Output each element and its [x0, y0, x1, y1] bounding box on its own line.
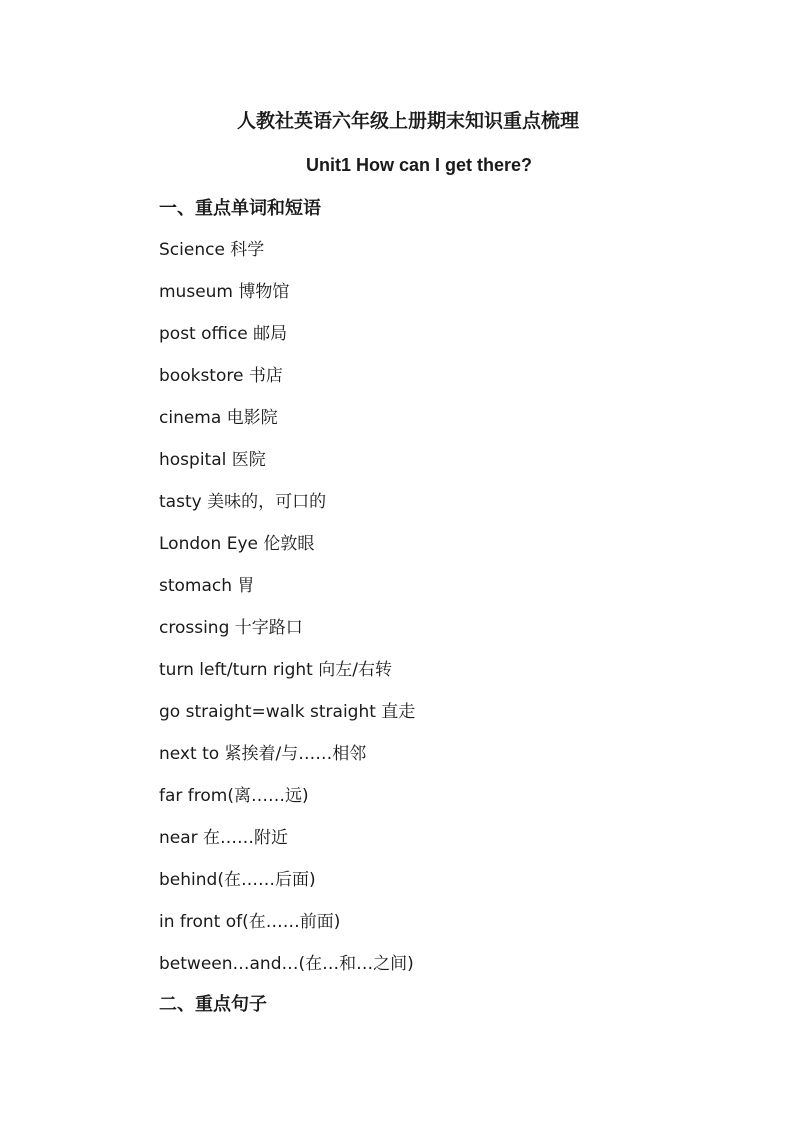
- vocab-item: in front of(在……前面): [159, 912, 341, 932]
- vocab-item: crossing 十字路口: [159, 618, 303, 638]
- vocab-item: tasty 美味的，可口的: [159, 492, 327, 512]
- vocab-item: bookstore 书店: [159, 366, 283, 386]
- vocab-item: Science 科学: [159, 240, 265, 260]
- vocab-item: far from(离……远): [159, 786, 309, 806]
- vocab-item: go straight=walk straight 直走: [159, 702, 416, 722]
- vocab-item: stomach 胃: [159, 576, 255, 596]
- vocab-item: London Eye 伦敦眼: [159, 534, 315, 554]
- vocab-item: hospital 医院: [159, 450, 266, 470]
- vocab-item: near 在……附近: [159, 828, 289, 848]
- section-heading-key-sentences: 二、重点句子: [159, 994, 267, 1015]
- vocabulary-list: [159, 238, 415, 994]
- unit-title: Unit1 How can I get there?: [305, 155, 533, 175]
- vocab-item: next to 紧挨着/与……相邻: [159, 744, 367, 764]
- document-title: 人教社英语六年级上册期末知识重点梳理: [236, 110, 579, 132]
- vocab-item: post office 邮局: [159, 324, 288, 344]
- section-heading-vocabulary: 一、重点单词和短语: [159, 198, 321, 219]
- vocab-item: museum 博物馆: [159, 282, 290, 302]
- vocab-item: cinema 电影院: [159, 408, 278, 428]
- vocab-item: behind(在……后面): [159, 870, 316, 890]
- vocab-item: turn left/turn right 向左/右转: [159, 660, 392, 680]
- vocab-item: between…and…(在…和…之间): [159, 954, 414, 974]
